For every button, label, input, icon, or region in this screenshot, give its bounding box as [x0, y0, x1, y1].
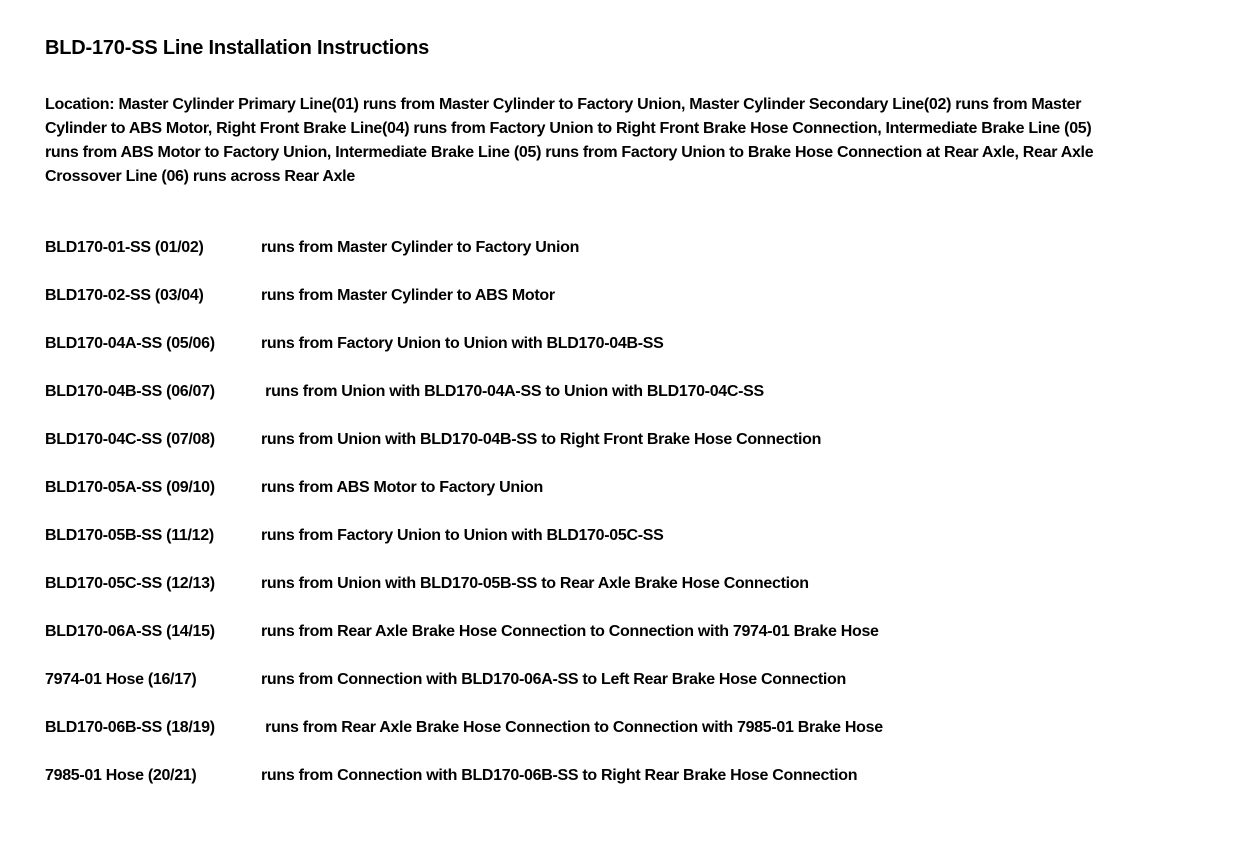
instruction-row: [45, 716, 1215, 764]
line-route-description: runs from Union with BLD170-05B-SS to Rear Axle Brake Hose Connection: [261, 575, 809, 592]
line-route-description: runs from Union with BLD170-04B-SS to Right Front Brake Hose Connection: [261, 431, 822, 448]
location-line: Crossover Line (06) runs across Rear Axle: [45, 168, 355, 185]
line-route-description: runs from ABS Motor to Factory Union: [261, 479, 543, 496]
instruction-row: [45, 332, 1215, 380]
line-part-number: BLD170-04B-SS (06/07): [45, 383, 215, 400]
line-part-number: 7985-01 Hose (20/21): [45, 767, 197, 784]
line-part-number: BLD170-05B-SS (11/12): [45, 527, 214, 544]
line-part-number: BLD170-05C-SS (12/13): [45, 575, 215, 592]
line-route-description: runs from Factory Union to Union with BLD170-04B-SS: [261, 335, 664, 352]
line-route-description: runs from Rear Axle Brake Hose Connection to Connection with 7985-01 Brake Hose: [261, 719, 883, 736]
line-part-number: 7974-01 Hose (16/17): [45, 671, 197, 688]
line-route-description: runs from Connection with BLD170-06A-SS to Left Rear Brake Hose Connection: [261, 671, 846, 688]
line-route-description: runs from Rear Axle Brake Hose Connection to Connection with 7974-01 Brake Hose: [261, 623, 879, 640]
line-installation-list: [45, 236, 1215, 812]
instruction-row: [45, 476, 1215, 524]
line-route-description: runs from Master Cylinder to ABS Motor: [261, 287, 555, 304]
line-route-description: runs from Master Cylinder to Factory Union: [261, 239, 580, 256]
line-part-number: BLD170-06B-SS (18/19): [45, 719, 215, 736]
line-route-description: runs from Factory Union to Union with BLD170-05C-SS: [261, 527, 664, 544]
instruction-row: [45, 572, 1215, 620]
instruction-row: [45, 380, 1215, 428]
line-part-number: BLD170-05A-SS (09/10): [45, 479, 215, 496]
instruction-row: [45, 764, 1215, 812]
instruction-row: [45, 668, 1215, 716]
instruction-row: [45, 284, 1215, 332]
line-part-number: BLD170-06A-SS (14/15): [45, 623, 215, 640]
instruction-row: [45, 620, 1215, 668]
location-paragraph: [45, 93, 1215, 189]
instruction-row: [45, 236, 1215, 284]
location-line: Location: Master Cylinder Primary Line(01) runs from Master Cylinder to Factory Union, Master Cylinder Secondary Line(02) runs from Master: [45, 96, 1082, 113]
location-line: runs from ABS Motor to Factory Union, Intermediate Brake Line (05) runs from Factory Union to Brake Hose Connection at Rear Axle, Rear Axle: [45, 144, 1094, 161]
page-title: BLD-170-SS Line Installation Instructions: [45, 37, 430, 59]
line-route-description: runs from Connection with BLD170-06B-SS to Right Rear Brake Hose Connection: [261, 767, 858, 784]
line-part-number: BLD170-01-SS (01/02): [45, 239, 204, 256]
line-part-number: BLD170-04A-SS (05/06): [45, 335, 215, 352]
instruction-row: [45, 428, 1215, 476]
line-part-number: BLD170-04C-SS (07/08): [45, 431, 215, 448]
location-line: Cylinder to ABS Motor, Right Front Brake Line(04) runs from Factory Union to Right Front Brake Hose Connection, Intermediate Brake Line (05): [45, 120, 1092, 137]
line-part-number: BLD170-02-SS (03/04): [45, 287, 204, 304]
instruction-row: [45, 524, 1215, 572]
line-route-description: runs from Union with BLD170-04A-SS to Union with BLD170-04C-SS: [261, 383, 764, 400]
